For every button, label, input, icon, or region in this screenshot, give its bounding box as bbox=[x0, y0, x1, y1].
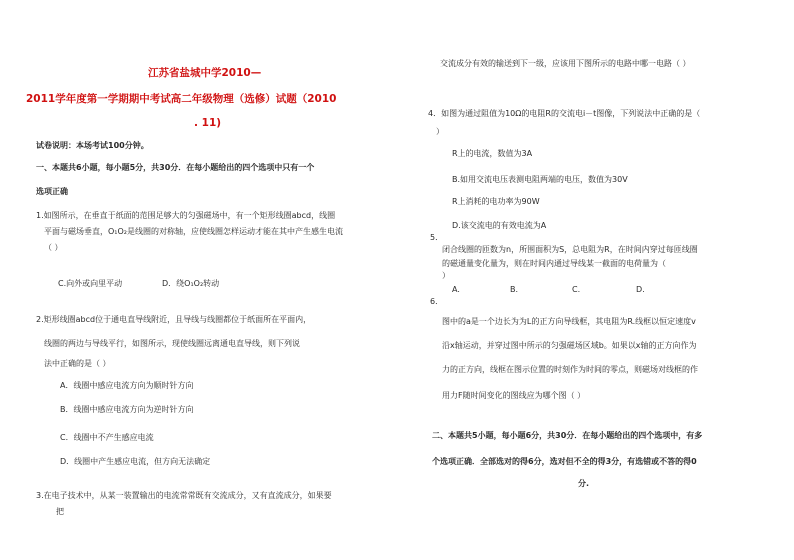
title-line-2: 2011学年度第一学期期中考试高二年级物理（选修）试题（2010 bbox=[26, 93, 337, 105]
q6-line3: 力的正方向，线框在图示位置的时刻作为时间的零点，则磁场对线框的作 bbox=[442, 365, 698, 374]
q3-line3: 交流成分有效的输送到下一级，应该用下图所示的电路中哪一电路（ ） bbox=[440, 59, 691, 68]
section2-heading-line3: 分. bbox=[578, 479, 590, 488]
q1-line1: 1.如图所示，在垂直于纸面的范围足够大的匀强磁场中，有一个矩形线圈abcd，线圈 bbox=[36, 211, 336, 220]
q3-line1: 3.在电子技术中，从某一装置输出的电流常常既有交流成分，又有直流成分，如果要 bbox=[36, 491, 332, 500]
q5-number: 5． bbox=[430, 233, 444, 242]
q4-option-c: R上消耗的电功率为90W bbox=[452, 197, 540, 206]
section2-heading-line1: 二、本题共5小题，每小题6分，共30分．在每小题给出的四个选项中，有多 bbox=[432, 431, 703, 440]
q6-line4: 用力F随时间变化的图线应为哪个图（ ） bbox=[442, 391, 586, 400]
title-line-1: 江苏省盐城中学2010— bbox=[148, 67, 262, 79]
q6-line1: 图中的a是一个边长为为L的正方向导线框，其电阻为R.线框以恒定速度v bbox=[442, 317, 696, 326]
q2-line2: 线圈的两边与导线平行，如图所示，现使线圈远离通电直导线，则下列说 bbox=[44, 339, 300, 348]
q2-line1: 2.矩形线圈abcd位于通电直导线附近，且导线与线圈都位于纸面所在平面内， bbox=[36, 315, 312, 324]
q1-option-d: D．绕O₁O₂转动 bbox=[162, 279, 220, 288]
q2-option-c: C．线圈中不产生感应电流 bbox=[60, 433, 154, 442]
q1-option-c: C.向外或向里平动 bbox=[58, 279, 123, 288]
section1-heading-line2: 选项正确 bbox=[36, 187, 68, 196]
q2-option-d: D．线圈中产生感应电流，但方向无法确定 bbox=[60, 457, 211, 466]
section2-heading-line2: 个选项正确．全部选对的得6分，选对但不全的得3分，有选错或不答的得0 bbox=[432, 457, 697, 466]
title-line-3: . 11) bbox=[194, 117, 222, 129]
q2-option-b: B．线圈中感应电流方向为逆时针方向 bbox=[60, 405, 194, 414]
q6-line2: 沿x轴运动，并穿过图中所示的匀强磁场区域b。如果以x轴的正方向作为 bbox=[442, 341, 697, 350]
q4-option-a: R上的电流，数值为3A bbox=[452, 149, 533, 158]
q3-line2: 把 bbox=[56, 507, 64, 516]
q1-line2: 平面与磁场垂直，O₁O₂是线圈的对称轴，应使线圈怎样运动才能在其中产生感生电流 bbox=[44, 227, 344, 236]
q5-option-c: C. bbox=[572, 285, 581, 294]
q4-line1: 4．如图为通过阻值为10Ω的电阻R的交流电i－t图像，下列说法中正确的是（ bbox=[428, 109, 701, 118]
q5-line1: 闭合线圈的匝数为n，所围面积为S，总电阻为R，在时间内穿过每匝线圈 bbox=[442, 245, 698, 254]
q4-line2: ） bbox=[436, 127, 444, 136]
q4-option-d: D.该交流电的有效电流为A bbox=[452, 221, 547, 230]
q5-option-d: D. bbox=[636, 285, 645, 294]
q4-option-b: B.如用交流电压表测电阻两端的电压，数值为30V bbox=[452, 175, 628, 184]
q1-blank: （ ） bbox=[44, 243, 63, 252]
q2-line3: 法中正确的是（ ） bbox=[44, 359, 111, 368]
section1-heading-line1: 一、本题共6小题，每小题5分，共30分．在每小题给出的四个选项中只有一个 bbox=[36, 163, 315, 172]
q2-option-a: A．线圈中感应电流方向为顺时针方向 bbox=[60, 381, 194, 390]
exam-note: 试卷说明：本场考试100分钟。 bbox=[36, 141, 149, 150]
q5-option-a: A. bbox=[452, 285, 460, 294]
q5-line2: 的磁通量变化量为，则在时间内通过导线某一截面的电荷量为（ bbox=[442, 259, 666, 268]
q5-line3: ） bbox=[442, 271, 450, 280]
q6-number: 6． bbox=[430, 297, 444, 306]
q5-option-b: B. bbox=[510, 285, 519, 294]
